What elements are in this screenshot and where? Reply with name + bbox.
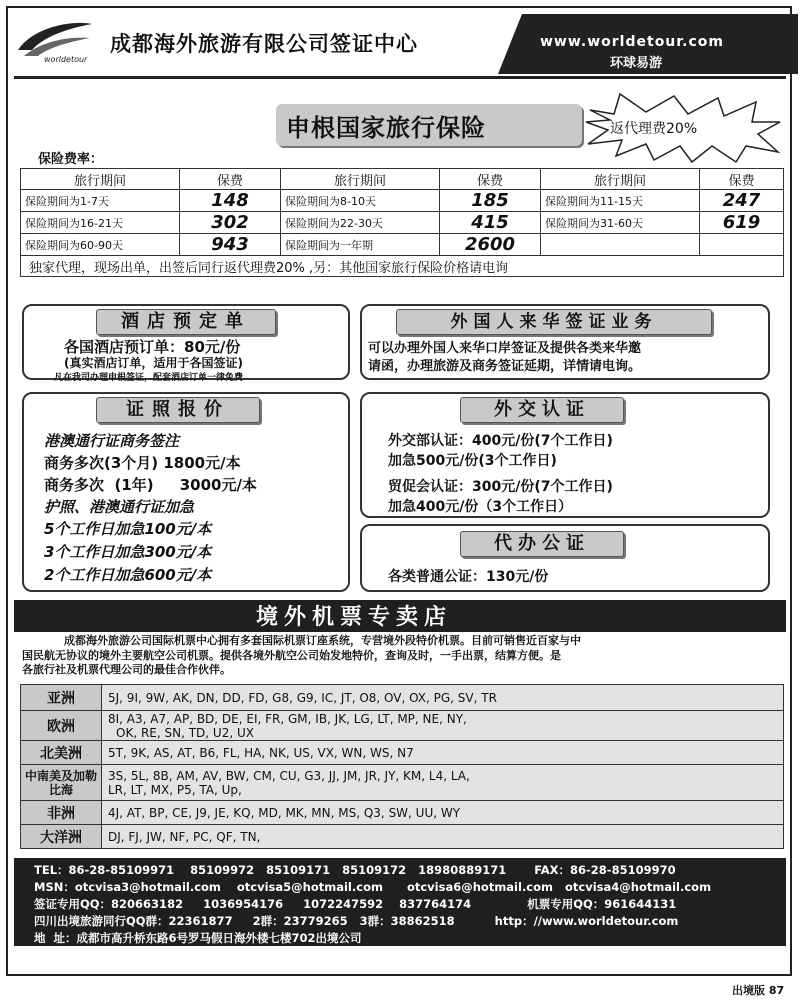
airline-line: OK, RE, SN, TD, U2, UX — [116, 725, 254, 740]
header-url: www.worldetour.com — [540, 34, 725, 50]
airline-line: 3S, 5L, 8B, AM, AV, BW, CM, CU, G3, JJ, JM, JR, JY, KM, L4, LA, — [108, 768, 470, 783]
period-cell: 保险期间为11-15天 — [541, 190, 700, 212]
fee-cell: 943 — [180, 234, 281, 256]
fee-header: 保费 — [440, 169, 541, 190]
header-brand: 环球易游 — [610, 56, 663, 71]
period-cell: 保险期间为一年期 — [281, 234, 440, 256]
table-row — [21, 711, 784, 741]
license-line: 商务多次 (1年) 3000元/本 — [44, 476, 257, 494]
fee-cell: 415 — [440, 212, 541, 234]
region-name: 中南美及加勒比海 — [21, 765, 102, 801]
air-ticket-intro — [22, 634, 782, 678]
fee-cell: 185 — [440, 190, 541, 212]
airline-region-table — [20, 684, 784, 849]
intro-line: 各旅行社及机票代理公司的最佳合作伙伴。 — [22, 663, 231, 676]
period-cell — [541, 234, 700, 256]
fee-cell: 619 — [700, 212, 784, 234]
region-airlines — [102, 741, 784, 765]
diplomatic-title: 外交认证 — [460, 397, 624, 423]
license-line: 3个工作日加急300元/本 — [44, 543, 212, 561]
airline-line: 5T, 9K, AS, AT, B6, FL, HA, NK, US, VX, WN, WS, N7 — [108, 745, 414, 760]
worldetour-logo — [14, 16, 94, 70]
fee-cell: 302 — [180, 212, 281, 234]
air-ticket-title: 境外机票专卖店 — [256, 605, 453, 630]
license-line: 商务多次(3个月) 1800元/本 — [44, 454, 241, 472]
foreign-visa-line-2: 请函，办理旅游及商务签证延期，详情请电询。 — [368, 359, 642, 374]
fee-header: 保费 — [700, 169, 784, 190]
foreign-visa-title: 外国人来华签证业务 — [396, 309, 712, 335]
region-name: 亚洲 — [21, 685, 102, 711]
airline-line: 4J, AT, BP, CE, J9, JE, KQ, MD, MK, MN, MS, Q3, SW, UU, WY — [108, 805, 461, 820]
airline-line: 8I, A3, A7, AP, BD, DE, EI, FR, GM, IB, JK, LG, LT, MP, NE, NY, — [108, 711, 467, 726]
rate-header-row — [21, 169, 784, 190]
hotel-price: 各国酒店预订单：80元/份 — [64, 338, 241, 356]
license-line: 2个工作日加急600元/本 — [44, 566, 212, 584]
rate-label: 保险费率： — [38, 152, 104, 167]
table-row — [21, 825, 784, 849]
region-name: 大洋洲 — [21, 825, 102, 849]
insurance-note: 独家代理，现场出单，出签后同行返代理费20% ,另：其他国家旅行保险价格请电询 — [21, 256, 784, 277]
region-airlines — [102, 801, 784, 825]
contact-qq: 签证专用QQ：820663182 1036954176 1072247592 837764174 机票专用QQ：961644131 — [34, 897, 677, 911]
region-name: 非洲 — [21, 801, 102, 825]
table-row — [21, 741, 784, 765]
period-header: 旅行期间 — [21, 169, 180, 190]
period-cell: 保险期间为16-21天 — [21, 212, 180, 234]
airline-line: DJ, FJ, JW, NF, PC, QF, TN, — [108, 829, 261, 844]
header-divider — [14, 76, 786, 79]
airline-line: LR, LT, MX, P5, TA, Up, — [108, 782, 242, 797]
foreign-visa-line-1: 可以办理外国人来华口岸签证及提供各类来华邀 — [368, 341, 642, 356]
fee-header: 保费 — [180, 169, 281, 190]
diplomatic-line: 加急500元/份(3个工作日) — [388, 453, 557, 469]
diplomatic-line: 加急400元/份（3个工作日） — [388, 499, 573, 515]
region-airlines — [102, 765, 784, 801]
license-title: 证照报价 — [96, 397, 260, 423]
page-number: 出境版 87 — [732, 984, 785, 997]
intro-line: 国民航无协议的境外主要航空公司机票。提供各境外航空公司始发地特价，查询及时，一手出票，结算方便。是 — [22, 648, 561, 662]
insurance-title: 申根国家旅行保险 — [286, 114, 486, 142]
period-cell: 保险期间为1-7天 — [21, 190, 180, 212]
insurance-rate-table — [20, 168, 784, 277]
hotel-small-note: 凡在我司办理申根签证，配套酒店订单一律免费 — [54, 373, 244, 383]
hotel-title: 酒店预定单 — [96, 309, 276, 335]
contact-address: 地 址：成都市高升桥东路6号罗马假日海外楼七楼702出境公司 — [34, 931, 362, 945]
period-cell: 保险期间为60-90天 — [21, 234, 180, 256]
table-row — [21, 212, 784, 234]
region-airlines — [102, 711, 784, 741]
license-line: 护照、港澳通行证加急 — [44, 498, 195, 516]
period-cell: 保险期间为8-10天 — [281, 190, 440, 212]
airline-line: 5J, 9I, 9W, AK, DN, DD, FD, G8, G9, IC, JT, O8, OV, OX, PG, SV, TR — [108, 690, 497, 705]
period-cell: 保险期间为22-30天 — [281, 212, 440, 234]
region-airlines — [102, 685, 784, 711]
hotel-desc: (真实酒店订单，适用于各国签证) — [64, 356, 243, 370]
license-line: 港澳通行证商务签注 — [44, 432, 180, 450]
table-row — [21, 190, 784, 212]
table-row — [21, 685, 784, 711]
diplomatic-line: 外交部认证：400元/份(7个工作日) — [388, 433, 613, 449]
contact-msn: MSN：otcvisa3@hotmail.com otcvisa5@hotmail.com otcvisa6@hotmail.com otcvisa4@hotmail.com — [34, 880, 712, 894]
intro-line: 成都海外旅游公司国际机票中心拥有多套国际机票订座系统，专营境外段特价机票。目前可销售近百家与中 — [64, 634, 581, 647]
period-cell: 保险期间为31-60天 — [541, 212, 700, 234]
license-line: 5个工作日加急100元/本 — [44, 520, 212, 538]
company-title: 成都海外旅游有限公司签证中心 — [110, 32, 418, 56]
period-header: 旅行期间 — [541, 169, 700, 190]
fee-cell: 148 — [180, 190, 281, 212]
region-name: 北美洲 — [21, 741, 102, 765]
table-row — [21, 765, 784, 801]
fee-cell: 247 — [700, 190, 784, 212]
notary-title: 代办公证 — [460, 531, 624, 557]
note-row — [21, 256, 784, 277]
fee-cell — [700, 234, 784, 256]
contact-group: 四川出境旅游同行QQ群：22361877 2群：23779265 3群：38862518 http：//www.worldetour.com — [34, 914, 679, 928]
table-row — [21, 234, 784, 256]
table-row — [21, 801, 784, 825]
notary-line: 各类普通公证：130元/份 — [388, 569, 549, 585]
promo-text: 返代理费20% — [610, 121, 698, 137]
fee-cell: 2600 — [440, 234, 541, 256]
region-name: 欧洲 — [21, 711, 102, 741]
logo-text: worldetour — [44, 55, 88, 64]
diplomatic-line: 贸促会认证：300元/份(7个工作日) — [388, 479, 613, 495]
period-header: 旅行期间 — [281, 169, 440, 190]
region-airlines — [102, 825, 784, 849]
contact-tel: TEL：86-28-85109971 85109972 85109171 85109172 18980889171 FAX：86-28-85109970 — [34, 863, 676, 877]
